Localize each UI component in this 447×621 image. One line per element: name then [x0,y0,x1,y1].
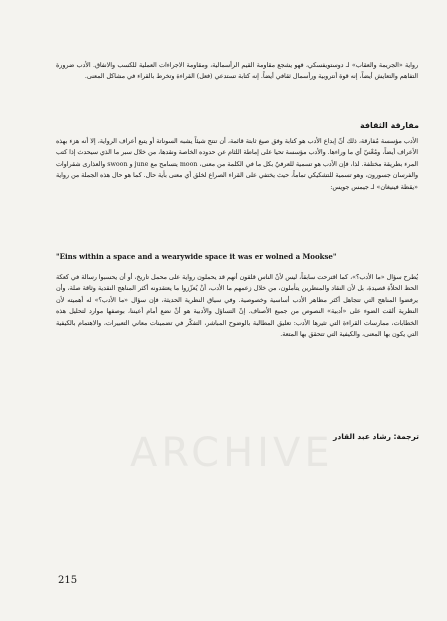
page-number: 215 [58,575,78,586]
paragraph-paradox: الأدب مؤسسة مُفارقة، ذلك أنّ إبداع الأدب هو كتابة وفق صيغ ثابتة قائمة، أن تنتج شيئاً يشبه السوناتة أو يتبع أعراف الرواية، إلا أنه هزء بهذه الأعراف أيضاً، ومُعْنيّ أي ما وراءها. والأدب مؤسسة تحيا على إماطة اللثام عن حدوده الخاصة ونقدها، من خلال سبر ما الذي سيحدث إذا كتب المرء بطريقة مختلفة. لذا، فإن الأدب هو تسمية للعرفيّ بكل ما في الكلمة من معنى، moon يتسامح مع june و swoon والعذارى شقراوات والفرسان جسورون، وهو تسمية للتشكيكي تماماً، حيث يختفي على القراء الصراع لخلق أي معنى بأية حال. كما هو حال هذه الجملة من رواية «يقظة فينيغان» لـ جيمس جويس: [56,138,418,191]
paragraph-what-is-literature: يُطرح سؤال «ما الأدب؟»، كما اقترحت سابقاً، ليس لأنّ الناس قلقون أنهم قد يحملون رواية على محمل تاريخ، أو أن يحسبوا رسالة في كعكة الحظ الحلاّة قصيدة، بل لأن النقاد والمنظرين يتأملون، من خلال زعمهم ما الأدب، أنْ يُعزّزوا ما يعتقدونه أكثر المناهج النقدية وثاقة صلة، وأن يرفضوا المناهج التي تتجاهل أكثر مظاهر الأدب أساسية وخصوصية. وفي سياق النظرية الحديثة، فإن سؤال «ما الأدب؟» له أهميته لأن النظرية ألقت الضوء على «أدبية» النصوص من جميع الأصناف. إنّ التساؤل والأدبية هو أنْ نضع أمام أعيننا، بوصفها موارد لتحليل هذه الخطابات، ممارسات القراءة التي تثيرها الأدب: تعليق المطالبة بالوضوح المباشر، التفكّر في تضمينات معاني التعبيرات، والاهتمام بالكيفية التي يكون بها المعنى، والكيفية التي تتحقق بها المتعة. [56,274,418,339]
paragraph-intro: رواية «الجريمة والعقاب» لـ دوستويفسكي، فهو يشجع مقاومة القيم الرأسمالية، ومقاومة الاجراءات العملية للكسب والانفاق. الأدب ضرورة التفاهم والتعايش أيضاً، إنه قوة أنتروبية ورأسمال ثقافي أيضاً. إنه كتابة تستدعي (فعل) القراءة وتخرط بالقراء في مشاكل المعنى. [56,62,418,81]
joyce-quote: "Eins within a space and a wearywide space it was er wolned a Mookse" [56,252,337,261]
watermark-logo: ARCHIVE [130,430,334,476]
section-heading: مفارقة الثقافة [359,121,419,130]
translator-credit: ترجمة: رشاد عبد القادر [333,432,419,441]
